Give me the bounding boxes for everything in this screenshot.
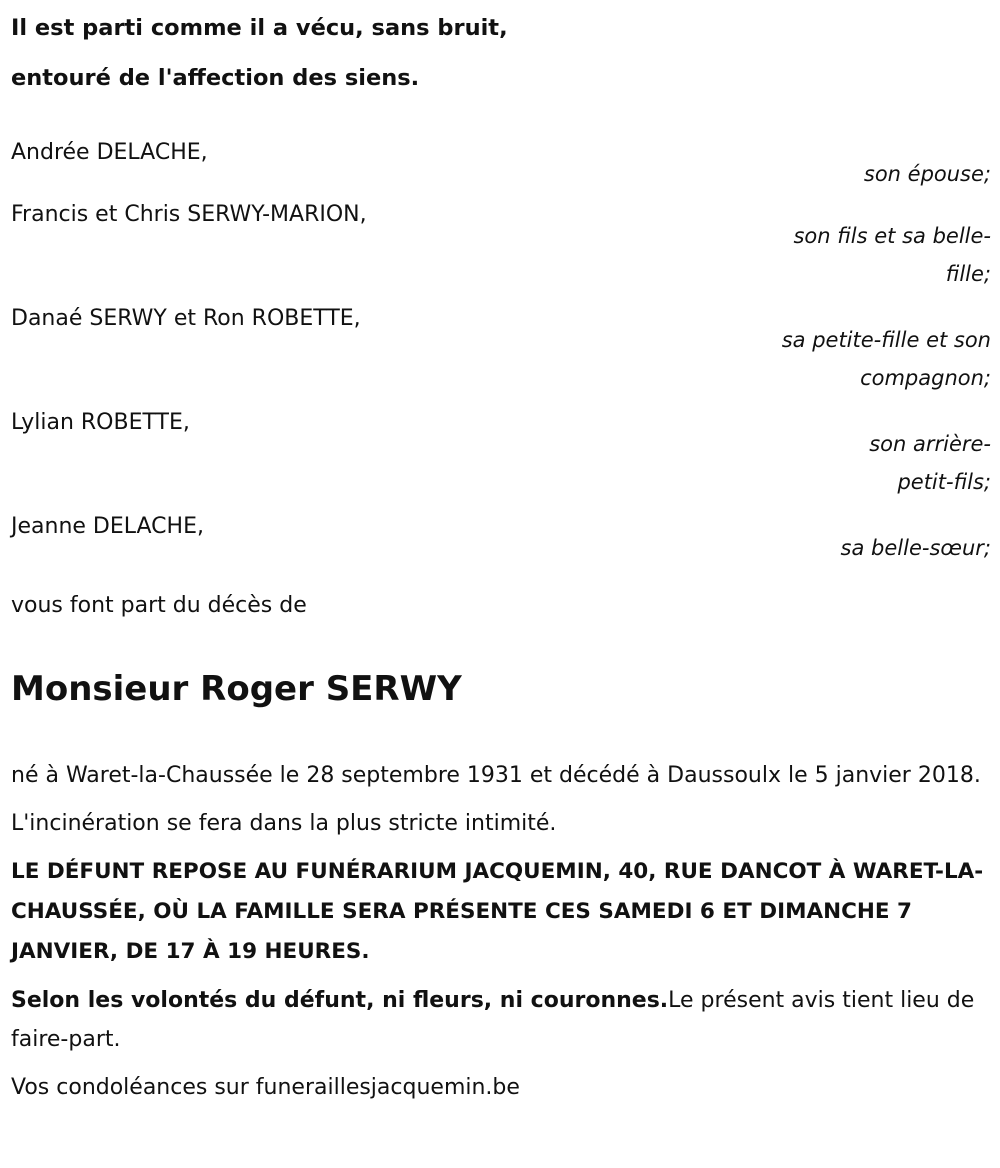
wishes-bold: Selon les volontés du défunt, ni fleurs, ni couronnes. xyxy=(11,988,669,1013)
family-entry xyxy=(11,299,991,403)
visitation-text: LE DÉFUNT REPOSE AU FUNÉRARIUM JACQUEMIN, 40, RUE DANCOT À WARET-LA-CHAUSSÉE, OÙ LA FAMILLE SERA PRÉSENTE CES SAMEDI 6 ET DIMANCHE 7 JANVIER, DE 17 À 19 HEURES. xyxy=(11,859,984,964)
birth-death-text: né à Waret-la-Chaussée le 28 septembre 1931 et décédé à Daussoulx le 5 janvier 2018. xyxy=(11,763,981,788)
epitaph xyxy=(11,3,508,103)
family-member-name: Andrée DELACHE, xyxy=(11,140,208,165)
family-entry xyxy=(11,195,991,299)
family-entry xyxy=(11,403,991,507)
family-member-name: Francis et Chris SERWY-MARION, xyxy=(11,202,367,227)
family-list xyxy=(11,133,991,569)
family-member-relation: sa petite-fille et son compagnon; xyxy=(781,328,991,390)
family-member-name: Lylian ROBETTE, xyxy=(11,410,190,435)
family-member-name: Danaé SERWY et Ron ROBETTE, xyxy=(11,306,361,331)
family-member-relation: son épouse; xyxy=(863,162,991,186)
family-member-relation: son fils et sa belle-fille; xyxy=(793,224,991,286)
wishes-text xyxy=(11,981,991,1059)
epitaph-line-2: entouré de l'affection des siens. xyxy=(11,65,420,91)
wishes-normal: Le présent avis tient lieu de faire-part. xyxy=(11,988,975,1052)
notice-body xyxy=(11,756,991,1116)
cremation-text: L'incinération se fera dans la plus stricte intimité. xyxy=(11,811,557,836)
family-entry xyxy=(11,507,991,569)
family-entry xyxy=(11,133,991,195)
family-member-name: Jeanne DELACHE, xyxy=(11,514,204,539)
condolences-text: Vos condoléances sur funeraillesjacquemin.be xyxy=(11,1075,520,1100)
deceased-name: Monsieur Roger SERWY xyxy=(11,669,462,709)
epitaph-line-1: Il est parti comme il a vécu, sans bruit, xyxy=(11,15,508,41)
family-member-relation: sa belle-sœur; xyxy=(840,536,991,560)
family-member-relation: son arrière-petit-fils; xyxy=(869,432,991,494)
announcement-text: vous font part du décès de xyxy=(11,593,307,618)
